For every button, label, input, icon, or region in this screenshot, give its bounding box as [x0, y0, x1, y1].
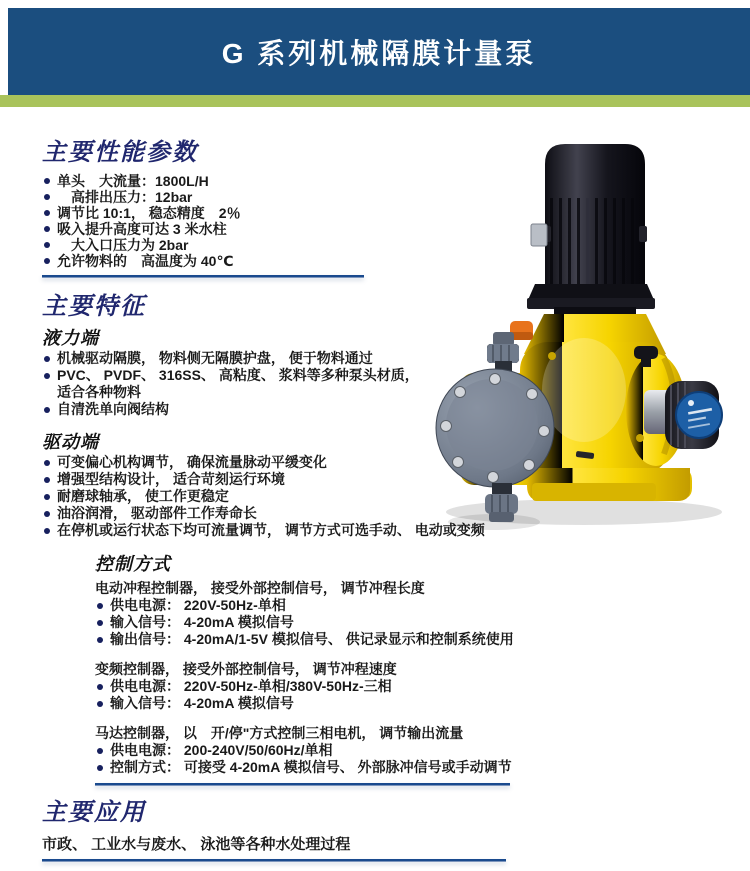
list-item-text: 供电电源： 220V-50Hz-单相	[110, 597, 286, 613]
section-performance	[42, 138, 412, 277]
control-group-stroke	[95, 580, 575, 648]
list-item	[42, 205, 412, 221]
list-item-text: 调节比 10:1， 稳态精度 2％	[57, 205, 241, 221]
list-item-text: 输入信号： 4-20mA 模拟信号	[110, 614, 294, 630]
bullet-icon	[44, 407, 50, 413]
list-item-text: 油浴润滑， 驱动部件工作寿命长	[57, 505, 257, 521]
control-title: 控制方式	[95, 554, 171, 574]
bullet-icon	[44, 178, 50, 184]
applications-title: 主要应用	[42, 799, 146, 826]
list-item	[42, 173, 412, 189]
list-item	[95, 678, 575, 695]
control-group-intro: 变频控制器， 接受外部控制信号， 调节冲程速度	[95, 661, 397, 677]
bullet-icon	[44, 210, 50, 216]
list-item	[95, 597, 575, 614]
subsection-drive-title: 驱动端	[42, 432, 99, 452]
list-item-text: 允许物料的 高温度为 40℃	[57, 253, 234, 269]
list-item-text: PVC、 PVDF、 316SS、 高粘度、 浆料等多种泵头材质， 适合各种物料	[57, 367, 419, 400]
section-control	[95, 552, 575, 785]
divider	[95, 783, 510, 785]
list-item-text: 供电电源： 220V-50Hz-单相/380V-50Hz-三相	[110, 678, 392, 694]
list-item-text: 输入信号： 4-20mA 模拟信号	[110, 695, 294, 711]
list-item	[95, 614, 575, 631]
bullet-icon	[44, 528, 50, 534]
divider	[42, 275, 364, 277]
control-group-intro: 电动冲程控制器， 接受外部控制信号， 调节冲程长度	[95, 580, 425, 596]
control-group-vfd	[95, 661, 575, 712]
list-item	[95, 695, 575, 712]
list-item	[42, 253, 412, 269]
list-item-text: 机械驱动隔膜， 物料侧无隔膜护盘， 便于物料通过	[57, 350, 373, 366]
list-item	[42, 367, 424, 401]
bullet-icon	[44, 226, 50, 232]
hydraulic-list	[42, 350, 424, 418]
list-item-text: 耐磨球轴承， 使工作更稳定	[57, 488, 229, 504]
bullet-icon	[44, 242, 50, 248]
list-item	[95, 742, 575, 759]
accent-stripe	[0, 95, 750, 107]
list-item-text: 高排出压力：12bar	[57, 189, 193, 205]
bullet-icon	[44, 356, 50, 362]
pump-product-image	[432, 138, 748, 534]
list-item-text: 控制方式： 可接受 4-20mA 模拟信号、 外部脉冲信号或手动调节	[110, 759, 512, 775]
list-item-text: 增强型结构设计， 适合苛刻运行环境	[57, 471, 285, 487]
control-group-intro: 马达控制器， 以 开/停"方式控制三相电机， 调节输出流量	[95, 725, 464, 741]
bullet-icon	[97, 637, 103, 643]
bullet-icon	[44, 511, 50, 517]
bullet-icon	[44, 494, 50, 500]
list-item	[95, 759, 575, 776]
list-item	[95, 631, 575, 648]
list-item-text: 大入口压力为 2bar	[57, 237, 189, 253]
page-header	[8, 8, 750, 95]
motor	[527, 144, 655, 316]
bullet-icon	[97, 684, 103, 690]
valve-fitting-bottom	[485, 483, 518, 522]
bullet-icon	[44, 194, 50, 200]
list-item-text: 可变偏心机构调节， 确保流量脉动平缓变化	[57, 454, 327, 470]
list-item-text: 供电电源： 200-240V/50/60Hz/单相	[110, 742, 333, 758]
applications-text: 市政、 工业水与废水、 泳池等各种水处理过程	[42, 836, 351, 853]
bullet-icon	[97, 765, 103, 771]
list-item-text: 输出信号： 4-20mA/1-5V 模拟信号、 供记录显示和控制系统使用	[110, 631, 514, 647]
bullet-icon	[44, 258, 50, 264]
bullet-icon	[97, 748, 103, 754]
control-group-motor	[95, 725, 575, 776]
list-item	[42, 189, 412, 205]
bullet-icon	[97, 701, 103, 707]
bullet-icon	[97, 603, 103, 609]
divider	[42, 859, 506, 861]
list-item	[42, 350, 424, 367]
pump-illustration	[432, 138, 748, 534]
performance-title: 主要性能参数	[42, 139, 198, 166]
pump-head	[436, 369, 554, 487]
subsection-hydraulic-title: 液力端	[42, 328, 99, 348]
list-item	[42, 401, 424, 418]
features-title: 主要特征	[42, 293, 146, 320]
list-item-text: 单头 大流量：1800L/H	[57, 173, 209, 189]
page-title: G 系列机械隔膜计量泵	[221, 37, 537, 69]
performance-list	[42, 173, 412, 269]
list-item-text: 在停机或运行状态下均可流量调节， 调节方式可选手动、 电动或变频	[57, 522, 485, 538]
bullet-icon	[44, 460, 50, 466]
list-item	[42, 237, 412, 253]
bullet-icon	[44, 373, 50, 379]
list-item	[42, 221, 412, 237]
bullet-icon	[97, 620, 103, 626]
list-item-text: 吸入提升高度可达 3 米水柱	[57, 221, 227, 237]
bullet-icon	[44, 477, 50, 483]
section-applications	[42, 798, 522, 861]
list-item-text: 自清洗单向阀结构	[57, 401, 169, 417]
